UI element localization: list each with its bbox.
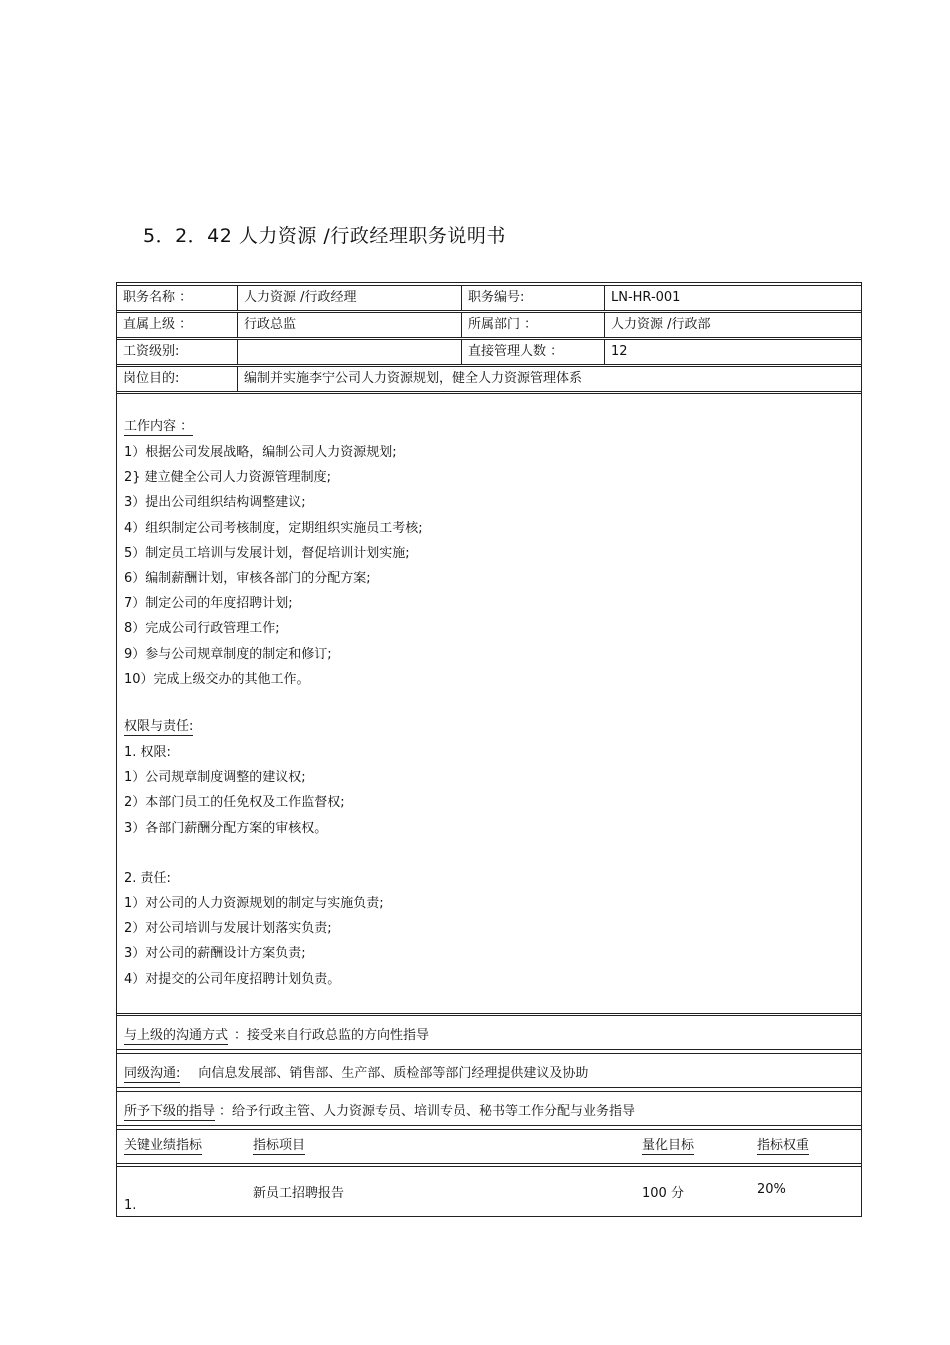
upper-communication-value: ：接受来自行政总监的方向性指导	[234, 1028, 430, 1043]
work-content-heading: 工作内容 ：	[124, 419, 194, 434]
rights-title: 1. 权限:	[124, 745, 171, 760]
kpi-row-target: 100 分	[642, 1186, 684, 1201]
work-item: 5）制定员工培训与发展计划，督促培训计划实施;	[124, 545, 410, 561]
work-item: 1）根据公司发展战略，编制公司人力资源规划;	[124, 445, 397, 460]
peer-communication-label: 同级沟通:	[124, 1066, 181, 1081]
duties-item: 3）对公司的薪酬设计方案负责;	[124, 946, 306, 962]
spacer	[124, 841, 384, 866]
salary-grade-value	[237, 340, 461, 364]
kpi-header-weight: 指标权重	[757, 1138, 810, 1153]
position-code-label: 职务编号:	[461, 286, 604, 310]
info-row-4	[117, 366, 861, 392]
upper-communication-label: 与上级的沟通方式	[124, 1028, 229, 1043]
purpose-value: 编制并实施李宁公司人力资源规划，健全人力资源管理体系	[237, 367, 861, 391]
kpi-row-number: 1.	[124, 1198, 137, 1213]
info-row-1	[117, 285, 861, 311]
direct-reports-label: 直接管理人数 ：	[461, 340, 604, 364]
department-label: 所属部门 ：	[461, 313, 604, 337]
purpose-label: 岗位目的:	[123, 371, 180, 386]
responsibilities-section	[117, 393, 861, 1014]
job-description-table	[116, 282, 862, 1217]
kpi-header-item: 指标项目	[253, 1138, 306, 1153]
duties-title: 2. 责任:	[124, 870, 171, 886]
rights-item: 1）公司规章制度调整的建议权;	[124, 770, 306, 786]
kpi-header-target: 量化目标	[642, 1138, 695, 1153]
work-content-block	[124, 414, 423, 692]
work-item: 9）参与公司规章制度的制定和修订;	[124, 646, 332, 662]
peer-communication	[124, 1062, 588, 1083]
kpi-row-item: 新员工招聘报告	[253, 1186, 345, 1201]
lower-guidance-label: 所予下级的指导	[124, 1104, 216, 1119]
kpi-header-indicator: 关键业绩指标	[124, 1138, 203, 1153]
work-item: 8）完成公司行政管理工作;	[124, 621, 280, 637]
duties-item: 2）对公司培训与发展计划落实负责;	[124, 921, 332, 937]
work-item: 2} 建立健全公司人力资源管理制度;	[124, 470, 332, 486]
lower-guidance-row	[117, 1091, 861, 1126]
kpi-row	[117, 1166, 861, 1216]
work-item: 3）提出公司组织结构调整建议;	[124, 495, 306, 511]
peer-communication-row	[117, 1053, 861, 1088]
peer-communication-value: 向信息发展部、销售部、生产部、质检部等部门经理提供建议及协助	[198, 1066, 589, 1081]
position-code-value: LN-HR-001	[604, 286, 861, 310]
work-item: 4）组织制定公司考核制度，定期组织实施员工考核;	[124, 520, 423, 536]
lower-guidance	[124, 1100, 635, 1121]
lower-guidance-value: ：给予行政主管、人力资源专员、培训专员、秘书等工作分配与业务指导	[219, 1104, 636, 1119]
salary-grade-label: 工资级别:	[123, 344, 180, 359]
upper-communication	[124, 1024, 429, 1045]
kpi-header-row	[117, 1129, 861, 1164]
info-row-3	[117, 339, 861, 365]
info-row-2	[117, 312, 861, 338]
department-value: 人力资源 /行政部	[604, 313, 861, 337]
supervisor-value: 行政总监	[237, 313, 461, 337]
work-item: 10）完成上级交办的其他工作。	[124, 671, 310, 687]
duties-item: 4）对提交的公司年度招聘计划负责。	[124, 971, 341, 987]
upper-communication-row	[117, 1015, 861, 1050]
supervisor-label: 直属上级 ：	[123, 317, 193, 332]
work-item: 7）制定公司的年度招聘计划;	[124, 596, 293, 612]
rights-item: 2）本部门员工的任免权及工作监督权;	[124, 795, 345, 811]
position-name-value: 人力资源 /行政经理	[237, 286, 461, 310]
page-title: 5．2．42 人力资源 /行政经理职务说明书	[143, 225, 506, 247]
kpi-row-weight: 20%	[757, 1182, 786, 1197]
direct-reports-value: 12	[604, 340, 861, 364]
rights-item: 3）各部门薪酬分配方案的审核权。	[124, 820, 328, 836]
authority-block	[124, 714, 384, 992]
position-name-label: 职务名称 ：	[123, 290, 193, 305]
duties-item: 1）对公司的人力资源规划的制定与实施负责;	[124, 895, 384, 911]
authority-heading: 权限与责任:	[124, 719, 194, 734]
work-item: 6）编制薪酬计划，审核各部门的分配方案;	[124, 570, 371, 586]
